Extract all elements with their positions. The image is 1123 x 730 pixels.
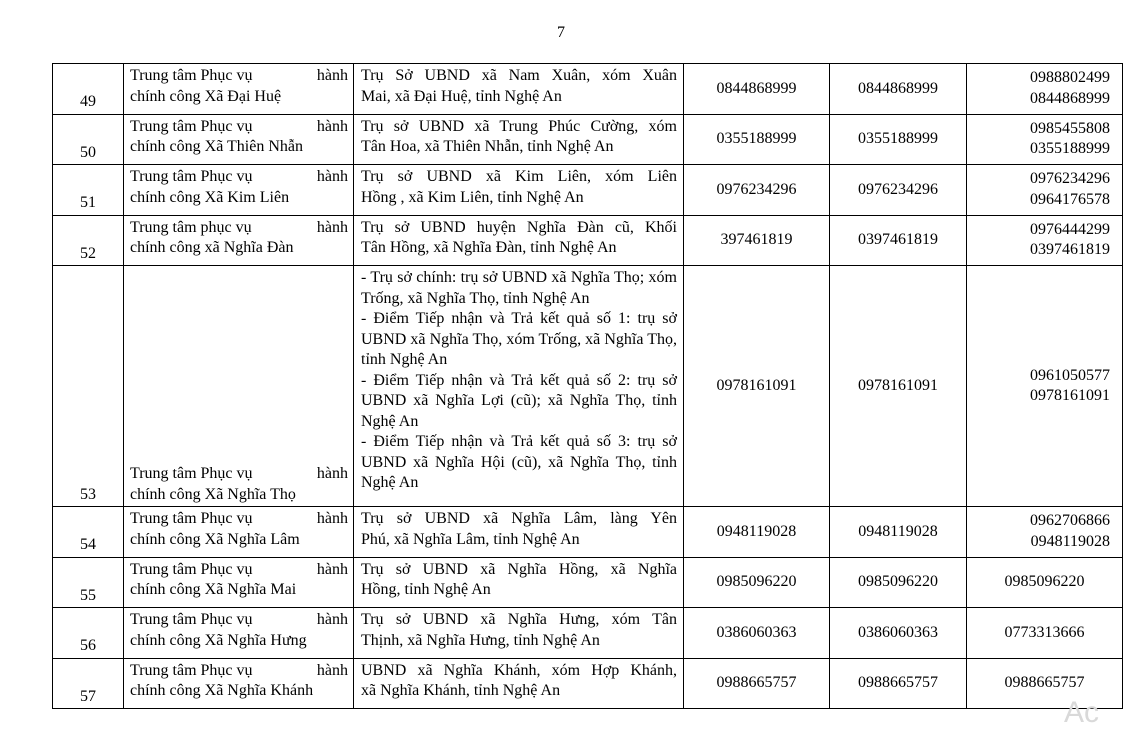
phone-contact-cell [967, 507, 1123, 558]
center-name-cell [124, 608, 354, 659]
center-name-cell [124, 114, 354, 165]
row-number: 51 [53, 165, 124, 216]
phone-primary: 0978161091 [684, 266, 830, 507]
center-name-line: chính công Xã Nghĩa Lâm [130, 530, 300, 548]
phone-primary: 0976234296 [684, 165, 830, 216]
phone-primary: 0985096220 [684, 557, 830, 608]
center-name-text: Trung tâm Phục vụ [130, 117, 253, 135]
address-line: Thịnh, xã Nghĩa Hưng, tỉnh Nghệ An [361, 631, 600, 649]
address-cell [354, 557, 684, 608]
address-cell [354, 608, 684, 659]
phone-contact: 0773313666 [1004, 623, 1085, 641]
row-number: 52 [53, 215, 124, 266]
center-name-line [130, 66, 348, 87]
address-cell [354, 266, 684, 507]
address-line: Trụ sở UBND xã Kim Liên, xóm Liên [361, 168, 677, 185]
table-row [53, 507, 1123, 558]
center-name-text: hành [316, 661, 348, 679]
phone-contact-cell [967, 215, 1123, 266]
phone-contact: 0844868999 [1030, 89, 1110, 107]
row-number: 50 [53, 114, 124, 165]
phone-contact: 0962706866 [1030, 512, 1110, 530]
center-name-line [130, 167, 348, 188]
table-row [53, 114, 1123, 165]
center-name-text: hành [316, 67, 348, 84]
address-cell [354, 507, 684, 558]
center-name-text: Trung tâm Phục vụ [130, 560, 253, 578]
center-name-cell [124, 165, 354, 216]
address-line: xã Nghĩa Khánh, tỉnh Nghệ An [361, 682, 561, 699]
row-number: 57 [53, 658, 124, 709]
address-cell [354, 165, 684, 216]
address-item: - Trụ sở chính: trụ sở UBND xã Nghĩa Thọ; xóm Trống, xã Nghĩa Thọ, tỉnh Nghệ An [361, 269, 677, 307]
address-cell [354, 114, 684, 165]
address-line: Trụ sở UBND huyện Nghĩa Đàn cũ, Khối [361, 218, 677, 236]
phone-primary: 0948119028 [684, 507, 830, 558]
center-name-line: chính công Xã Nghĩa Hưng [130, 631, 307, 649]
phone-secondary: 0397461819 [830, 215, 967, 266]
phone-secondary: 0988665757 [830, 658, 967, 709]
phone-primary: 0355188999 [684, 114, 830, 165]
address-cell [354, 64, 684, 115]
center-name-line [130, 560, 348, 581]
center-name-text: Trung tâm Phục vụ [130, 611, 253, 628]
center-name-line: chính công Xã Thiên Nhẫn [130, 138, 303, 155]
center-name-text: Trung tâm Phục vụ [130, 465, 253, 482]
phone-contact-cell [967, 114, 1123, 165]
row-number: 49 [53, 64, 124, 115]
phone-contact-cell [967, 658, 1123, 709]
center-name-cell [124, 557, 354, 608]
row-number: 54 [53, 507, 124, 558]
center-name-cell [124, 658, 354, 709]
table-body [53, 64, 1123, 709]
center-name-line: chính công Xã Đại Huệ [130, 87, 282, 105]
phone-primary: 0844868999 [684, 64, 830, 115]
center-name-text: Trung tâm Phục vụ [130, 168, 253, 185]
address-item: - Điểm Tiếp nhận và Trả kết quả số 1: trụ sở UBND xã Nghĩa Thọ, xóm Trống, xã Nghĩa Thọ, tỉnh Nghệ An [361, 310, 677, 368]
row-number: 56 [53, 608, 124, 659]
address-line: Tân Hoa, xã Thiên Nhẫn, tỉnh Nghệ An [361, 138, 614, 155]
phone-contact-cell [967, 64, 1123, 115]
phone-contact: 0355188999 [1030, 140, 1110, 158]
center-name-text: hành [316, 465, 348, 482]
table-row [53, 658, 1123, 709]
phone-secondary: 0355188999 [830, 114, 967, 165]
address-line: Hồng, tỉnh Nghệ An [361, 581, 491, 598]
phone-contact: 0988802499 [1030, 69, 1110, 87]
address-item: - Điểm Tiếp nhận và Trả kết quả số 2: trụ sở UBND xã Nghĩa Lợi (cũ); xã Nghĩa Thọ, tỉnh Nghệ An [361, 371, 677, 430]
phone-contact: 0964176578 [1030, 190, 1110, 208]
center-name-text: hành [316, 510, 348, 527]
phone-contact-cell [967, 557, 1123, 608]
center-name-cell [124, 266, 354, 507]
address-cell [354, 215, 684, 266]
center-name-text: Trung tâm Phục vụ [130, 510, 253, 527]
address-line: Trụ sở UBND xã Nghĩa Hồng, xã Nghĩa [361, 560, 677, 578]
phone-contact: 0976234296 [1030, 170, 1110, 188]
center-name-text: Trung tâm Phục vụ [130, 661, 253, 679]
phone-contact: 0976444299 [1030, 220, 1110, 238]
center-name-line [130, 464, 348, 485]
address-item: - Điểm Tiếp nhận và Trả kết quả số 3: trụ sở UBND xã Nghĩa Hội (cũ), xã Nghĩa Thọ, tỉnh Nghệ An [361, 433, 677, 491]
center-name-line [130, 661, 348, 682]
address-line: Trụ sở UBND xã Nghĩa Lâm, làng Yên [361, 510, 677, 527]
phone-secondary: 0386060363 [830, 608, 967, 659]
phone-contact: 0961050577 [1030, 366, 1110, 384]
center-name-text: hành [316, 560, 348, 578]
phone-contact-cell [967, 165, 1123, 216]
address-line: Hồng , xã Kim Liên, tỉnh Nghệ An [361, 188, 584, 206]
center-name-text: hành [316, 218, 348, 236]
address-line: Tân Hồng, xã Nghĩa Đàn, tỉnh Nghệ An [361, 239, 617, 256]
row-number: 55 [53, 557, 124, 608]
phone-secondary: 0978161091 [830, 266, 967, 507]
center-name-line: chính công Xã Kim Liên [130, 188, 290, 206]
address-line: Trụ sở UBND xã Trung Phúc Cường, xóm [361, 117, 677, 135]
row-number: 53 [53, 266, 124, 507]
center-name-line [130, 117, 348, 138]
center-name-line [130, 509, 348, 530]
phone-primary: 0386060363 [684, 608, 830, 659]
phone-secondary: 0976234296 [830, 165, 967, 216]
table-row [53, 165, 1123, 216]
phone-contact: 0985096220 [1004, 573, 1085, 590]
phone-secondary: 0844868999 [830, 64, 967, 115]
center-name-text: Trung tâm phục vụ [130, 218, 252, 236]
address-line: Mai, xã Đại Huệ, tỉnh Nghệ An [361, 87, 562, 105]
phone-secondary: 0985096220 [830, 557, 967, 608]
center-name-line: chính công xã Nghĩa Đàn [130, 239, 294, 256]
phone-contact: 0988665757 [1004, 674, 1085, 691]
table-row [53, 266, 1123, 507]
address-line: Trụ Sở UBND xã Nam Xuân, xóm Xuân [361, 67, 677, 84]
phone-contact-cell [967, 608, 1123, 659]
table-row [53, 557, 1123, 608]
center-name-text: hành [316, 117, 348, 135]
address-line: Trụ sở UBND xã Nghĩa Hưng, xóm Tân [361, 611, 677, 628]
center-name-line: chính công Xã Nghĩa Mai [130, 581, 297, 598]
center-name-text: hành [316, 168, 348, 185]
center-name-cell [124, 64, 354, 115]
table-row [53, 215, 1123, 266]
center-name-text: hành [316, 611, 348, 628]
center-name-line [130, 610, 348, 631]
phone-primary: 397461819 [684, 215, 830, 266]
phone-primary: 0988665757 [684, 658, 830, 709]
watermark-text: Ac [1063, 696, 1099, 729]
center-name-cell [124, 215, 354, 266]
center-name-text: Trung tâm Phục vụ [130, 67, 253, 84]
center-name-line: chính công Xã Nghĩa Khánh [130, 682, 314, 699]
phone-contact: 0978161091 [1030, 387, 1110, 404]
phone-contact: 0985455808 [1030, 119, 1110, 137]
address-cell [354, 658, 684, 709]
address-line: UBND xã Nghĩa Khánh, xóm Hợp Khánh, [361, 661, 677, 679]
phone-contact-cell [967, 266, 1123, 507]
phone-contact: 0948119028 [1030, 532, 1110, 550]
phone-contact: 0397461819 [1030, 241, 1110, 259]
page-number: 7 [557, 24, 565, 41]
table-row [53, 608, 1123, 659]
address-line: Phú, xã Nghĩa Lâm, tỉnh Nghệ An [361, 530, 580, 548]
center-name-line [130, 218, 348, 239]
center-name-cell [124, 507, 354, 558]
contact-table [52, 63, 1123, 709]
phone-secondary: 0948119028 [830, 507, 967, 558]
table-row [53, 64, 1123, 115]
center-name-line: chính công Xã Nghĩa Thọ [130, 485, 296, 503]
